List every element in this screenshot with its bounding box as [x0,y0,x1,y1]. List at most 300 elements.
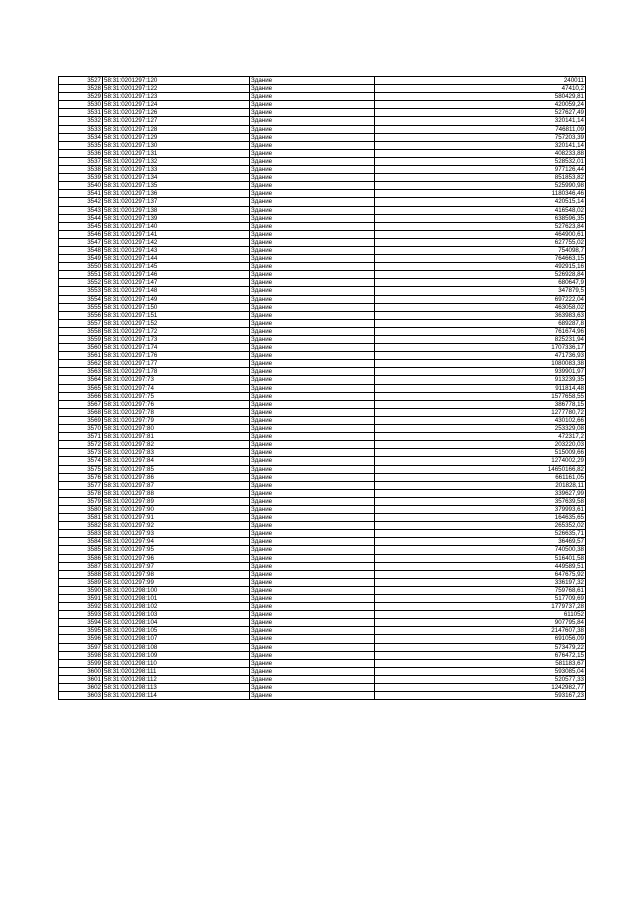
row-number-cell: 3603 [59,692,103,700]
table-row [59,344,586,352]
cadastral-value-cell: 528532,01 [375,157,586,165]
object-type-cell: Здание [250,352,375,360]
object-type-cell: Здание [250,603,375,611]
row-number-cell: 3590 [59,586,103,594]
table-row [59,489,586,497]
object-type-cell: Здание [250,595,375,603]
row-number-cell: 3588 [59,570,103,578]
cadastral-number-cell: 58:31:0201297:176 [103,352,250,360]
cadastral-number-cell: 58:31:0201297:128 [103,125,250,133]
cadastral-number-cell: 58:31:0201297:141 [103,230,250,238]
row-number-cell: 3586 [59,554,103,562]
table-row [59,238,586,246]
object-type-cell: Здание [250,166,375,174]
object-type-cell: Здание [250,643,375,651]
object-type-cell: Здание [250,117,375,125]
object-type-cell: Здание [250,667,375,675]
cadastral-number-cell: 58:31:0201297:143 [103,246,250,254]
cadastral-number-cell: 58:31:0201297:150 [103,303,250,311]
object-type-cell: Здание [250,457,375,465]
cadastral-value-cell: 611052 [375,611,586,619]
cadastral-number-cell: 58:31:0201298:101 [103,595,250,603]
object-type-cell: Здание [250,627,375,635]
cadastral-value-cell: 689287,8 [375,319,586,327]
object-type-cell: Здание [250,141,375,149]
cadastral-value-cell: 761674,96 [375,327,586,335]
row-number-cell: 3544 [59,214,103,222]
row-number-cell: 3602 [59,684,103,692]
object-type-cell: Здание [250,303,375,311]
object-type-cell: Здание [250,489,375,497]
object-type-cell: Здание [250,230,375,238]
table-row [59,85,586,93]
object-type-cell: Здание [250,109,375,117]
table-row [59,611,586,619]
table-body [59,77,586,700]
cadastral-number-cell: 58:31:0201297:76 [103,400,250,408]
cadastral-value-table [58,76,586,700]
cadastral-value-cell: 757203,39 [375,133,586,141]
row-number-cell: 3563 [59,368,103,376]
cadastral-number-cell: 58:31:0201297:146 [103,271,250,279]
table-row [59,433,586,441]
object-type-cell: Здание [250,546,375,554]
cadastral-value-cell: 627755,02 [375,238,586,246]
cadastral-number-cell: 58:31:0201298:111 [103,667,250,675]
object-type-cell: Здание [250,287,375,295]
cadastral-number-cell: 58:31:0201297:152 [103,319,250,327]
cadastral-number-cell: 58:31:0201297:80 [103,425,250,433]
table-row [59,157,586,165]
table-row [59,643,586,651]
cadastral-number-cell: 58:31:0201297:147 [103,279,250,287]
cadastral-value-cell: 759768,61 [375,586,586,594]
table-row [59,570,586,578]
cadastral-number-cell: 58:31:0201297:136 [103,190,250,198]
cadastral-number-cell: 58:31:0201298:110 [103,659,250,667]
cadastral-number-cell: 58:31:0201297:122 [103,85,250,93]
row-number-cell: 3527 [59,77,103,85]
object-type-cell: Здание [250,182,375,190]
cadastral-number-cell: 58:31:0201298:105 [103,627,250,635]
cadastral-number-cell: 58:31:0201297:95 [103,546,250,554]
row-number-cell: 3598 [59,651,103,659]
object-type-cell: Здание [250,125,375,133]
cadastral-number-cell: 58:31:0201297:84 [103,457,250,465]
row-number-cell: 3569 [59,416,103,424]
object-type-cell: Здание [250,554,375,562]
cadastral-value-cell: 1242982,77 [375,684,586,692]
row-number-cell: 3570 [59,425,103,433]
table-row [59,562,586,570]
table-row [59,141,586,149]
row-number-cell: 3535 [59,141,103,149]
cadastral-number-cell: 58:31:0201297:93 [103,530,250,538]
table-row [59,101,586,109]
cadastral-value-cell: 357639,58 [375,497,586,505]
row-number-cell: 3553 [59,287,103,295]
object-type-cell: Здание [250,368,375,376]
table-row [59,311,586,319]
table-row [59,546,586,554]
cadastral-value-cell: 1277780,72 [375,408,586,416]
table-row [59,271,586,279]
cadastral-value-cell: 1577658,55 [375,392,586,400]
table-row [59,182,586,190]
object-type-cell: Здание [250,246,375,254]
table-row [59,651,586,659]
table-row [59,400,586,408]
row-number-cell: 3593 [59,611,103,619]
table-row [59,481,586,489]
cadastral-value-cell: 36469,57 [375,538,586,546]
cadastral-number-cell: 58:31:0201297:140 [103,222,250,230]
object-type-cell: Здание [250,238,375,246]
object-type-cell: Здание [250,530,375,538]
row-number-cell: 3579 [59,497,103,505]
cadastral-number-cell: 58:31:0201297:75 [103,392,250,400]
row-number-cell: 3597 [59,643,103,651]
table-row [59,279,586,287]
cadastral-number-cell: 58:31:0201297:81 [103,433,250,441]
object-type-cell: Здание [250,263,375,271]
cadastral-number-cell: 58:31:0201297:99 [103,578,250,586]
cadastral-value-cell: 593167,23 [375,692,586,700]
table-row [59,635,586,643]
cadastral-number-cell: 58:31:0201297:142 [103,238,250,246]
row-number-cell: 3538 [59,166,103,174]
cadastral-value-cell: 347879,5 [375,287,586,295]
cadastral-number-cell: 58:31:0201297:86 [103,473,250,481]
table-row [59,522,586,530]
object-type-cell: Здание [250,659,375,667]
row-number-cell: 3573 [59,449,103,457]
object-type-cell: Здание [250,319,375,327]
cadastral-number-cell: 58:31:0201297:88 [103,489,250,497]
cadastral-value-cell: 492915,16 [375,263,586,271]
table-row [59,263,586,271]
cadastral-value-cell: 420515,14 [375,198,586,206]
row-number-cell: 3581 [59,514,103,522]
cadastral-value-cell: 1274002,29 [375,457,586,465]
cadastral-value-cell: 691056,09 [375,635,586,643]
object-type-cell: Здание [250,692,375,700]
row-number-cell: 3561 [59,352,103,360]
table-row [59,303,586,311]
table-row [59,675,586,683]
object-type-cell: Здание [250,635,375,643]
row-number-cell: 3594 [59,619,103,627]
table-row [59,595,586,603]
row-number-cell: 3589 [59,578,103,586]
object-type-cell: Здание [250,505,375,513]
row-number-cell: 3565 [59,384,103,392]
cadastral-value-cell: 336197,32 [375,578,586,586]
object-type-cell: Здание [250,619,375,627]
row-number-cell: 3577 [59,481,103,489]
table-row [59,190,586,198]
row-number-cell: 3584 [59,538,103,546]
row-number-cell: 3550 [59,263,103,271]
row-number-cell: 3585 [59,546,103,554]
table-row [59,206,586,214]
cadastral-number-cell: 58:31:0201297:151 [103,311,250,319]
cadastral-value-cell: 740500,38 [375,546,586,554]
cadastral-value-cell: 201828,11 [375,481,586,489]
cadastral-value-cell: 240011 [375,77,586,85]
cadastral-number-cell: 58:31:0201297:87 [103,481,250,489]
row-number-cell: 3558 [59,327,103,335]
object-type-cell: Здание [250,465,375,473]
cadastral-value-cell: 526635,71 [375,530,586,538]
table-row [59,295,586,303]
table-row [59,246,586,254]
object-type-cell: Здание [250,93,375,101]
cadastral-number-cell: 58:31:0201297:132 [103,157,250,165]
table-row [59,287,586,295]
table-row [59,352,586,360]
cadastral-value-cell: 676472,15 [375,651,586,659]
row-number-cell: 3583 [59,530,103,538]
row-number-cell: 3574 [59,457,103,465]
row-number-cell: 3564 [59,376,103,384]
row-number-cell: 3601 [59,675,103,683]
row-number-cell: 3530 [59,101,103,109]
table-row [59,659,586,667]
row-number-cell: 3533 [59,125,103,133]
row-number-cell: 3545 [59,222,103,230]
row-number-cell: 3599 [59,659,103,667]
row-number-cell: 3566 [59,392,103,400]
object-type-cell: Здание [250,538,375,546]
table-row [59,457,586,465]
row-number-cell: 3596 [59,635,103,643]
cadastral-number-cell: 58:31:0201298:108 [103,643,250,651]
row-number-cell: 3548 [59,246,103,254]
table-row [59,408,586,416]
cadastral-value-cell: 449589,51 [375,562,586,570]
table-row [59,222,586,230]
cadastral-value-cell: 638596,35 [375,214,586,222]
row-number-cell: 3560 [59,344,103,352]
table-row [59,392,586,400]
cadastral-number-cell: 58:31:0201297:123 [103,93,250,101]
cadastral-number-cell: 58:31:0201298:102 [103,603,250,611]
cadastral-value-cell: 697222,04 [375,295,586,303]
table-row [59,497,586,505]
row-number-cell: 3562 [59,360,103,368]
table-row [59,473,586,481]
cadastral-number-cell: 58:31:0201297:92 [103,522,250,530]
object-type-cell: Здание [250,611,375,619]
row-number-cell: 3576 [59,473,103,481]
cadastral-number-cell: 58:31:0201297:174 [103,344,250,352]
cadastral-number-cell: 58:31:0201297:94 [103,538,250,546]
cadastral-value-cell: 593085,04 [375,667,586,675]
table-row [59,174,586,182]
row-number-cell: 3571 [59,433,103,441]
cadastral-number-cell: 58:31:0201297:129 [103,133,250,141]
cadastral-value-cell: 416548,02 [375,206,586,214]
object-type-cell: Здание [250,206,375,214]
row-number-cell: 3591 [59,595,103,603]
object-type-cell: Здание [250,651,375,659]
object-type-cell: Здание [250,449,375,457]
cadastral-value-cell: 746811,09 [375,125,586,133]
row-number-cell: 3582 [59,522,103,530]
cadastral-number-cell: 58:31:0201297:131 [103,149,250,157]
cadastral-value-cell: 754098,7 [375,246,586,254]
row-number-cell: 3552 [59,279,103,287]
table-row [59,514,586,522]
object-type-cell: Здание [250,311,375,319]
cadastral-value-cell: 472317,2 [375,433,586,441]
cadastral-value-cell: 939901,97 [375,368,586,376]
table-row [59,538,586,546]
cadastral-number-cell: 58:31:0201297:127 [103,117,250,125]
cadastral-value-cell: 1080083,38 [375,360,586,368]
object-type-cell: Здание [250,344,375,352]
table-row [59,360,586,368]
table-row [59,109,586,117]
row-number-cell: 3549 [59,255,103,263]
cadastral-number-cell: 58:31:0201297:133 [103,166,250,174]
object-type-cell: Здание [250,77,375,85]
row-number-cell: 3531 [59,109,103,117]
cadastral-value-cell: 520577,33 [375,675,586,683]
table-row [59,125,586,133]
cadastral-value-cell: 527627,49 [375,109,586,117]
cadastral-value-cell: 525990,98 [375,182,586,190]
table-row [59,149,586,157]
object-type-cell: Здание [250,408,375,416]
cadastral-value-cell: 320141,14 [375,117,586,125]
cadastral-value-cell: 526928,84 [375,271,586,279]
object-type-cell: Здание [250,101,375,109]
cadastral-value-cell: 408233,88 [375,149,586,157]
table-row [59,667,586,675]
cadastral-value-cell: 47410,2 [375,85,586,93]
cadastral-value-cell: 1707336,17 [375,344,586,352]
object-type-cell: Здание [250,433,375,441]
table-row [59,93,586,101]
cadastral-number-cell: 58:31:0201297:98 [103,570,250,578]
table-row [59,319,586,327]
cadastral-number-cell: 58:31:0201298:104 [103,619,250,627]
table-row [59,77,586,85]
cadastral-number-cell: 58:31:0201297:83 [103,449,250,457]
object-type-cell: Здание [250,271,375,279]
table-row [59,336,586,344]
object-type-cell: Здание [250,675,375,683]
object-type-cell: Здание [250,149,375,157]
object-type-cell: Здание [250,514,375,522]
table-row [59,166,586,174]
cadastral-number-cell: 58:31:0201297:97 [103,562,250,570]
cadastral-value-cell: 977126,44 [375,166,586,174]
object-type-cell: Здание [250,481,375,489]
cadastral-value-cell: 661161,05 [375,473,586,481]
cadastral-number-cell: 58:31:0201298:114 [103,692,250,700]
row-number-cell: 3556 [59,311,103,319]
table-row [59,133,586,141]
cadastral-value-cell: 1180346,46 [375,190,586,198]
row-number-cell: 3528 [59,85,103,93]
cadastral-number-cell: 58:31:0201297:178 [103,368,250,376]
object-type-cell: Здание [250,425,375,433]
cadastral-value-cell: 379993,61 [375,505,586,513]
row-number-cell: 3587 [59,562,103,570]
object-type-cell: Здание [250,684,375,692]
object-type-cell: Здание [250,85,375,93]
object-type-cell: Здание [250,384,375,392]
cadastral-number-cell: 58:31:0201297:135 [103,182,250,190]
object-type-cell: Здание [250,255,375,263]
cadastral-value-cell: 907795,84 [375,619,586,627]
object-type-cell: Здание [250,522,375,530]
row-number-cell: 3559 [59,336,103,344]
cadastral-number-cell: 58:31:0201297:138 [103,206,250,214]
cadastral-value-cell: 420059,24 [375,101,586,109]
cadastral-number-cell: 58:31:0201297:137 [103,198,250,206]
row-number-cell: 3541 [59,190,103,198]
cadastral-number-cell: 58:31:0201297:74 [103,384,250,392]
row-number-cell: 3534 [59,133,103,141]
object-type-cell: Здание [250,214,375,222]
cadastral-value-cell: 253329,08 [375,425,586,433]
cadastral-number-cell: 58:31:0201298:113 [103,684,250,692]
cadastral-value-cell: 680647,9 [375,279,586,287]
cadastral-number-cell: 58:31:0201297:120 [103,77,250,85]
table-row [59,327,586,335]
cadastral-number-cell: 58:31:0201297:89 [103,497,250,505]
cadastral-value-cell: 913239,35 [375,376,586,384]
object-type-cell: Здание [250,473,375,481]
row-number-cell: 3595 [59,627,103,635]
object-type-cell: Здание [250,562,375,570]
row-number-cell: 3546 [59,230,103,238]
row-number-cell: 3532 [59,117,103,125]
row-number-cell: 3592 [59,603,103,611]
cadastral-value-cell: 580429,81 [375,93,586,101]
row-number-cell: 3543 [59,206,103,214]
cadastral-value-cell: 430102,66 [375,416,586,424]
cadastral-number-cell: 58:31:0201297:91 [103,514,250,522]
object-type-cell: Здание [250,441,375,449]
table-row [59,416,586,424]
table-row [59,230,586,238]
cadastral-number-cell: 58:31:0201297:96 [103,554,250,562]
cadastral-number-cell: 58:31:0201297:130 [103,141,250,149]
table-row [59,117,586,125]
cadastral-number-cell: 58:31:0201297:134 [103,174,250,182]
cadastral-number-cell: 58:31:0201297:85 [103,465,250,473]
object-type-cell: Здание [250,336,375,344]
cadastral-value-cell: 164635,65 [375,514,586,522]
object-type-cell: Здание [250,400,375,408]
cadastral-value-cell: 825231,94 [375,336,586,344]
table-row [59,384,586,392]
row-number-cell: 3572 [59,441,103,449]
table-row [59,627,586,635]
cadastral-value-cell: 911814,48 [375,384,586,392]
object-type-cell: Здание [250,360,375,368]
table-row [59,465,586,473]
cadastral-value-cell: 464900,61 [375,230,586,238]
table-row [59,505,586,513]
object-type-cell: Здание [250,198,375,206]
object-type-cell: Здание [250,174,375,182]
